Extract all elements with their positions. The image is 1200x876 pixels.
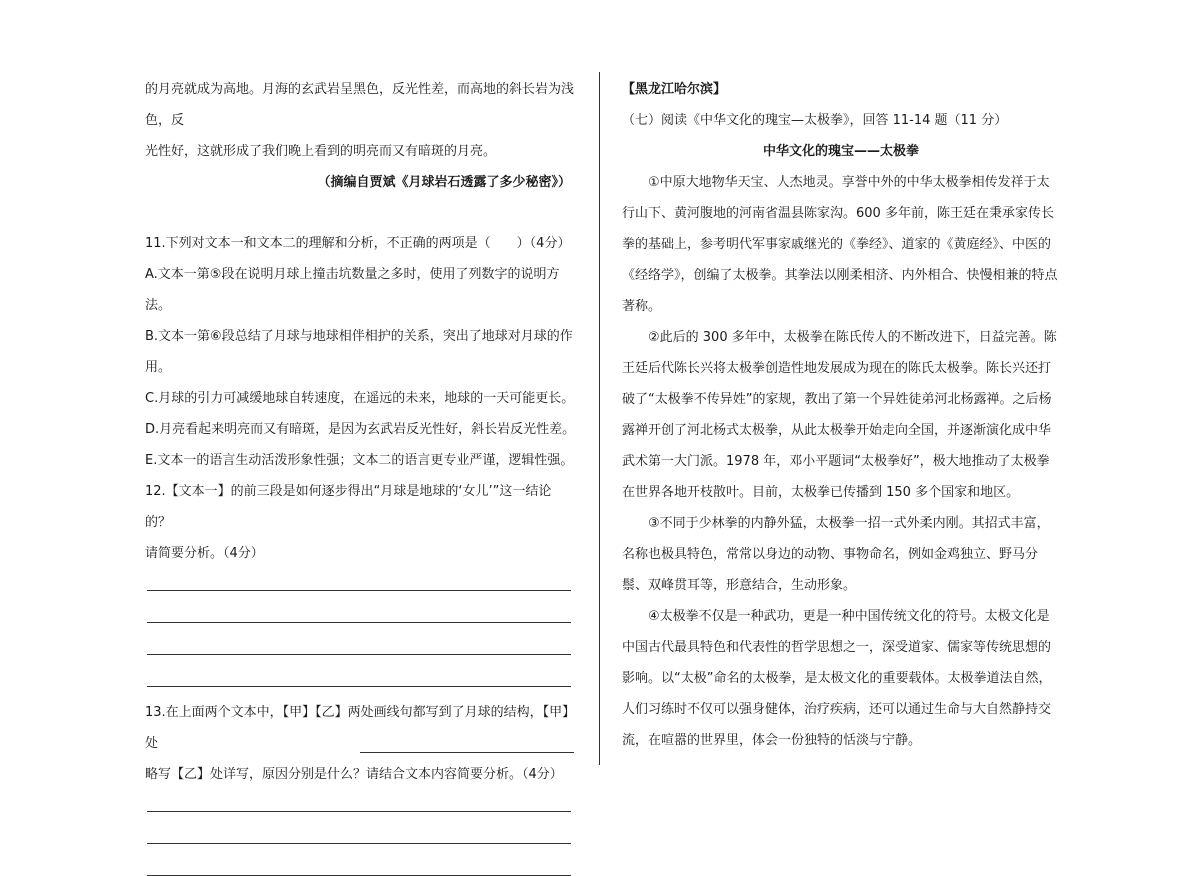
- answer-line-short[interactable]: [360, 752, 574, 753]
- answer-line[interactable]: [147, 812, 571, 844]
- article-title: 中华文化的瑰宝——太极拳: [762, 144, 919, 159]
- intro-line-2: 光性好，这就形成了我们晚上看到的明亮而又有暗斑的月亮。: [145, 144, 497, 159]
- spacer: [145, 198, 577, 228]
- question-11-option-e: E.文本一的语言生动活泼形象性强；文本二的语言更专业严谨，逻辑性强。: [145, 453, 574, 468]
- answer-line[interactable]: [147, 623, 571, 655]
- reading-instruction: （七）阅读《中华文化的瑰宝—太极拳》，回答 11-14 题（11 分）: [622, 113, 1008, 128]
- question-12-line-1: 12.【文本一】的前三段是如何逐步得出“月球是地球的‘女儿’”这一结论的？: [145, 484, 552, 530]
- right-column: [622, 74, 1060, 756]
- question-12-answer-area[interactable]: [145, 559, 577, 687]
- intro-line-1: 的月亮就成为高地。月海的玄武岩呈黑色，反光性差，而高地的斜长岩为浅色，反: [145, 82, 575, 128]
- article-paragraph-4: ④太极拳不仅是一种武功，更是一种中国传统文化的符号。太极文化是中国古代最具特色和代表性的哲学思想之一，深受道家、儒家等传统思想的影响。以“太极”命名的太极拳，是太极文化的重要载体。太极拳道法自然，人们习练时不仅可以强身健体，治疗疾病，还可以通过生命与大自然静持交流，在喧嚣的世界里，体会一份独特的恬淡与宁静。: [622, 609, 1052, 748]
- article-paragraph-3: ③不同于少林拳的内静外猛，太极拳一招一式外柔内刚。其招式丰富，名称也极具特色，常常以身边的动物、事物命名，例如金鸡独立、野马分鬃、双峰贯耳等，形意结合，生动形象。: [622, 516, 1050, 593]
- question-13-answer-area[interactable]: [145, 780, 577, 876]
- question-11-option-a: A.文本一第⑤段在说明月球上撞击坑数量之多时，使用了列数字的说明方法。: [145, 267, 560, 313]
- question-11-stem: 11.下列对文本一和文本二的理解和分析，不正确的两项是（ ）（4分）: [145, 236, 571, 251]
- source-citation: （摘编自贾斌《月球岩石透露了多少秘密》）: [317, 175, 571, 190]
- article-paragraph-1: ①中原大地物华天宝、人杰地灵。享誉中外的中华太极拳相传发祥于太行山下、黄河腹地的河南省温县陈家沟。600 多年前，陈王廷在秉承家传长拳的基础上，参考明代军事家戚继光的《拳经》、道家的《黄庭经》、中医的《经络学》，创编了太极拳。其拳法以刚柔相济、内外相合、快慢相兼的特点著称。: [622, 175, 1058, 314]
- spacer: [145, 687, 577, 697]
- answer-line[interactable]: [147, 591, 571, 623]
- article-paragraph-2: ②此后的 300 多年中，太极拳在陈氏传人的不断改进下，日益完善。陈王廷后代陈长兴将太极拳创造性地发展成为现在的陈氏太极拳。陈长兴还打破了“太极拳不传异姓”的家规，教出了第一个异姓徒弟河北杨露禅。之后杨露禅开创了河北杨式太极拳，从此太极拳开始走向全国，并逐渐演化成中华武术第一大门派。1978 年，邓小平题词“太极拳好”，极大地推动了太极拳在世界各地开枝散叶。目前，太极拳已传播到 150 多个国家和地区。: [622, 330, 1057, 500]
- question-13-line-2: 略写【乙】处详写，原因分别是什么？请结合文本内容简要分析。（4分）: [145, 767, 563, 782]
- question-13-line-1: 13.在上面两个文本中，【甲】【乙】两处画线句都写到了月球的结构，【甲】处: [145, 705, 576, 751]
- question-12-line-2: 请简要分析。（4分）: [145, 546, 264, 561]
- question-11-option-d: D.月亮看起来明亮而又有暗斑，是因为玄武岩反光性好，斜长岩反光性差。: [145, 422, 576, 437]
- question-11-option-b: B.文本一第⑥段总结了月球与地球相伴相护的关系，突出了地球对月球的作用。: [145, 329, 573, 375]
- column-divider: [599, 72, 600, 765]
- region-label: 【黑龙江哈尔滨】: [622, 82, 727, 97]
- left-column: [145, 74, 577, 876]
- answer-line[interactable]: [147, 655, 571, 687]
- question-11-option-c: C.月球的引力可减缓地球自转速度，在遥远的未来，地球的一天可能更长。: [145, 391, 575, 406]
